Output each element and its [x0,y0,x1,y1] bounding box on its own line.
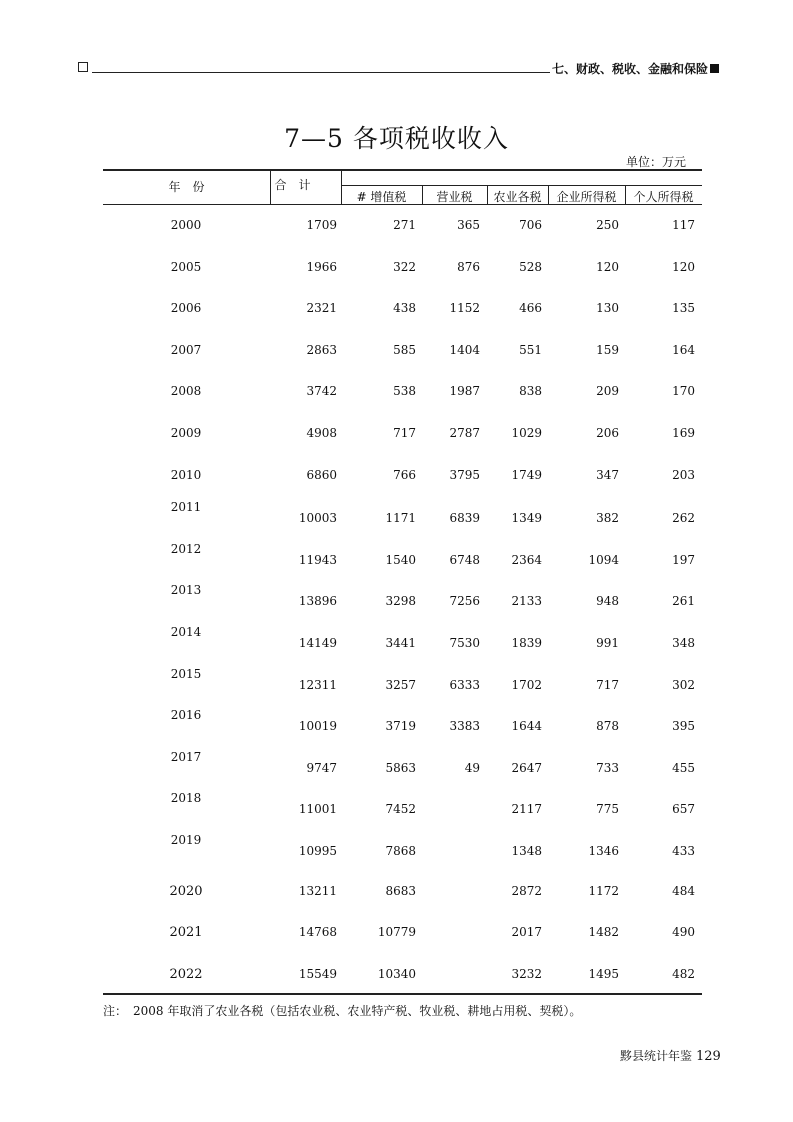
cell-agri: 1348 [511,844,542,858]
cell-total: 12311 [298,677,337,692]
subheader-rule [341,185,702,186]
cell-vat: 7868 [385,844,416,858]
cell-business: 6839 [449,511,480,526]
cell-total: 14768 [298,925,337,940]
cell-personal: 490 [672,925,695,940]
row-year: 2015 [170,666,202,681]
cell-corp: 1346 [588,844,619,858]
cell-vat: 1540 [385,552,416,567]
cell-agri: 838 [519,384,542,399]
cell-personal: 203 [672,467,695,482]
cell-personal: 170 [672,384,695,399]
footer-book-title: 黟县统计年鉴 [620,1049,693,1063]
footnote: 注： 2008 年取消了农业各税（包括农业税、农业特产税、牧业税、耕地占用税、契税）。 [103,1004,582,1018]
cell-personal: 433 [672,844,695,858]
cell-vat: 3441 [385,636,416,650]
row-year: 2013 [170,583,202,598]
cell-personal: 348 [672,636,695,650]
cell-total: 9747 [306,760,337,775]
cell-corp: 717 [596,677,619,692]
cell-total: 1709 [306,218,337,232]
cell-corp: 1495 [588,966,619,981]
cell-personal: 117 [672,218,695,232]
cell-personal: 197 [672,552,695,567]
row-year: 2007 [170,342,202,357]
cell-vat: 538 [393,384,416,399]
unit-label: 单位：万元 [626,155,687,169]
cell-business: 6748 [449,552,480,567]
cell-corp: 347 [596,467,619,482]
cell-personal: 135 [672,301,695,316]
cell-personal: 302 [672,677,695,692]
cell-vat: 7452 [385,802,416,817]
table-top-rule [103,169,702,171]
table-bottom-rule [103,993,702,995]
cell-corp: 991 [596,636,619,650]
cell-personal: 169 [672,426,695,440]
cell-agri: 706 [519,218,542,232]
cell-vat: 766 [393,467,416,482]
cell-total: 6860 [306,467,337,482]
cell-agri: 3232 [511,966,542,981]
cell-corp: 159 [596,342,619,357]
cell-business: 7256 [449,594,480,609]
row-year: 2000 [170,218,202,232]
cell-business: 3383 [449,719,480,734]
header-agri: 农业各税 [493,190,542,204]
row-year: 2006 [170,301,202,316]
header-square-mark [78,62,88,72]
cell-agri: 2133 [511,594,542,609]
cell-agri: 1349 [511,511,542,526]
cell-total: 2321 [306,301,337,316]
cell-total: 13896 [298,594,337,609]
cell-personal: 261 [672,594,695,609]
row-year: 2009 [170,426,202,440]
cell-agri: 2017 [511,925,542,940]
cell-business: 49 [464,760,480,775]
cell-business: 6333 [449,677,480,692]
cell-total: 11001 [298,802,337,817]
cell-personal: 262 [672,511,695,526]
cell-business: 1987 [449,384,480,399]
cell-personal: 455 [672,760,695,775]
cell-agri: 1029 [511,426,542,440]
cell-business: 7530 [449,636,480,650]
table-title: 7—5 各项税收收入 [284,124,509,153]
header-year: 年 份 [168,180,205,194]
cell-vat: 8683 [385,883,416,898]
cell-agri: 2872 [511,883,542,898]
row-year: 2008 [170,384,202,399]
row-year: 2010 [170,467,202,482]
cell-corp: 206 [596,426,619,440]
cell-vat: 438 [393,301,416,316]
cell-vat: 10779 [377,925,416,940]
header-section-title: 七、财政、税收、金融和保险 [552,60,719,77]
row-year: 2005 [170,259,202,274]
header-filled-square-icon [710,64,719,73]
cell-business: 1404 [449,342,480,357]
row-year: 2019 [170,833,202,847]
cell-business: 876 [457,259,480,274]
cell-business: 2787 [449,426,480,440]
cell-business: 3795 [449,467,480,482]
cell-corp: 1482 [588,925,619,940]
cell-vat: 585 [393,342,416,357]
cell-total: 14149 [298,636,337,650]
header-total: 合 计 [274,178,311,192]
header-business: 营业税 [436,190,473,204]
cell-corp: 948 [596,594,619,609]
row-year: 2018 [170,791,202,806]
cell-business: 1152 [449,301,480,316]
cell-personal: 164 [672,342,695,357]
cell-total: 4908 [306,426,337,440]
header-rule [92,72,550,73]
cell-agri: 2647 [511,760,542,775]
cell-corp: 209 [596,384,619,399]
cell-personal: 484 [672,883,695,898]
cell-total: 3742 [306,384,337,399]
row-year: 2014 [170,625,202,639]
cell-vat: 3719 [385,719,416,734]
cell-corp: 878 [596,719,619,734]
cell-corp: 775 [596,802,619,817]
cell-corp: 120 [596,259,619,274]
cell-corp: 250 [596,218,619,232]
cell-total: 10995 [298,844,337,858]
cell-vat: 5863 [385,760,416,775]
cell-vat: 717 [393,426,416,440]
cell-total: 1966 [306,259,337,274]
header-personal: 个人所得税 [633,190,694,204]
header-vat: # 增值税 [356,190,407,204]
row-year: 2016 [170,708,202,723]
cell-business: 365 [457,218,480,232]
cell-agri: 551 [519,342,542,357]
page-number: 129 [696,1049,721,1064]
page-footer [620,1047,721,1064]
row-year: 2022 [169,966,203,982]
row-year: 2011 [170,500,202,515]
row-year: 2017 [170,749,202,764]
cell-total: 2863 [306,342,337,357]
cell-total: 13211 [298,883,337,898]
cell-agri: 1702 [511,677,542,692]
row-year: 2021 [169,925,203,941]
cell-personal: 482 [672,966,695,981]
cell-personal: 395 [672,719,695,734]
cell-agri: 2364 [511,552,542,567]
cell-corp: 382 [596,511,619,526]
cell-agri: 1644 [511,719,542,734]
cell-vat: 10340 [377,966,416,981]
cell-agri: 466 [519,301,542,316]
row-year: 2012 [170,541,202,556]
cell-corp: 733 [596,760,619,775]
cell-vat: 3298 [385,594,416,609]
cell-vat: 271 [393,218,416,232]
cell-vat: 1171 [385,511,416,526]
cell-corp: 1094 [588,552,619,567]
cell-vat: 322 [393,259,416,274]
cell-personal: 657 [672,802,695,817]
cell-corp: 130 [596,301,619,316]
cell-total: 10003 [298,511,337,526]
cell-corp: 1172 [588,883,619,898]
row-year: 2020 [169,883,203,899]
cell-personal: 120 [672,259,695,274]
cell-agri: 528 [519,259,542,274]
cell-total: 15549 [298,966,337,981]
cell-total: 10019 [298,719,337,734]
cell-agri: 1839 [511,636,542,650]
cell-total: 11943 [298,552,337,567]
cell-agri: 1749 [511,467,542,482]
header-corp: 企业所得税 [556,190,617,204]
cell-agri: 2117 [511,802,542,817]
cell-vat: 3257 [385,677,416,692]
